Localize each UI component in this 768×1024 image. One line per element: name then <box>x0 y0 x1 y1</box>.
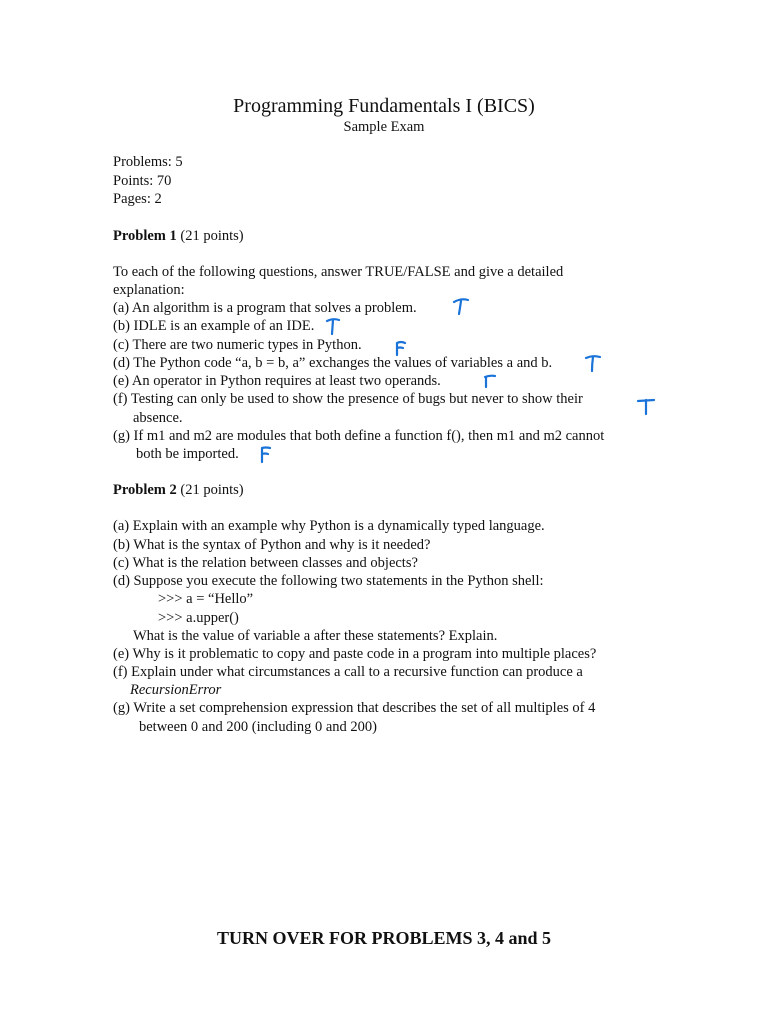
problem2-item-f: (f) Explain under what circumstances a call to a recursive function can produce a <box>113 664 583 680</box>
exam-subtitle: Sample Exam <box>343 119 425 135</box>
problem1-item-c: (c) There are two numeric types in Python. <box>113 337 362 353</box>
problem2-item-d-question: What is the value of variable a after these statements? Explain. <box>133 628 498 644</box>
problem2-points: (21 points) <box>176 482 244 498</box>
problem2-code-line2: >>> a.upper() <box>158 610 239 626</box>
answer-mark-b <box>325 317 341 337</box>
problem2-item-c: (c) What is the relation between classes and objects? <box>113 555 418 571</box>
answer-mark-f <box>636 397 656 417</box>
problem1-item-d: (d) The Python code “a, b = b, a” exchanges the values of variables a and b. <box>113 355 553 371</box>
problem2-item-a: (a) Explain with an example why Python is a dynamically typed language. <box>113 518 545 534</box>
problem1-points: (21 points) <box>176 228 244 244</box>
answer-mark-a <box>452 297 470 317</box>
turn-over-notice: TURN OVER FOR PROBLEMS 3, 4 and 5 <box>216 928 552 948</box>
problem2-heading: Problem 2 <box>113 482 177 498</box>
problem2-item-e: (e) Why is it problematic to copy and paste code in a program into multiple places? <box>113 646 597 662</box>
problem1-item-b: (b) IDLE is an example of an IDE. <box>113 318 315 334</box>
problem1-heading-line <box>113 227 244 245</box>
problem2-item-g-cont: between 0 and 200 (including 0 and 200) <box>139 719 377 735</box>
problems-count: Problems: 5 <box>113 154 183 170</box>
problem1-item-a: (a) An algorithm is a program that solves a problem. <box>113 300 417 316</box>
problem1-item-f-cont: absence. <box>133 410 183 426</box>
answer-mark-e <box>481 374 497 390</box>
problem1-heading: Problem 1 <box>113 228 177 244</box>
answer-mark-d <box>584 354 602 374</box>
answer-mark-c <box>393 340 407 358</box>
exam-title: Programming Fundamentals I (BICS) <box>233 95 535 117</box>
problem1-item-g-cont: both be imported. <box>136 446 239 462</box>
problem2-item-d: (d) Suppose you execute the following two statements in the Python shell: <box>113 573 544 589</box>
problem2-item-b: (b) What is the syntax of Python and why is it needed? <box>113 537 431 553</box>
pages-count: Pages: 2 <box>113 191 162 207</box>
problem2-code-line1: >>> a = “Hello” <box>158 591 254 607</box>
answer-mark-g <box>257 445 273 465</box>
problem1-item-e: (e) An operator in Python requires at least two operands. <box>113 373 441 389</box>
problem2-item-g: (g) Write a set comprehension expression that describes the set of all multiples of 4 <box>113 700 596 716</box>
problem1-item-g: (g) If m1 and m2 are modules that both define a function f(), then m1 and m2 cannot <box>113 428 605 444</box>
problem1-item-f: (f) Testing can only be used to show the presence of bugs but never to show their <box>113 391 583 407</box>
problem1-intro-line1: To each of the following questions, answer TRUE/FALSE and give a detailed <box>113 264 564 280</box>
points-total: Points: 70 <box>113 173 172 189</box>
problem2-item-f-cont: RecursionError <box>130 682 222 698</box>
problem1-intro-line2: explanation: <box>113 282 185 298</box>
problem2-heading-line <box>113 481 244 499</box>
